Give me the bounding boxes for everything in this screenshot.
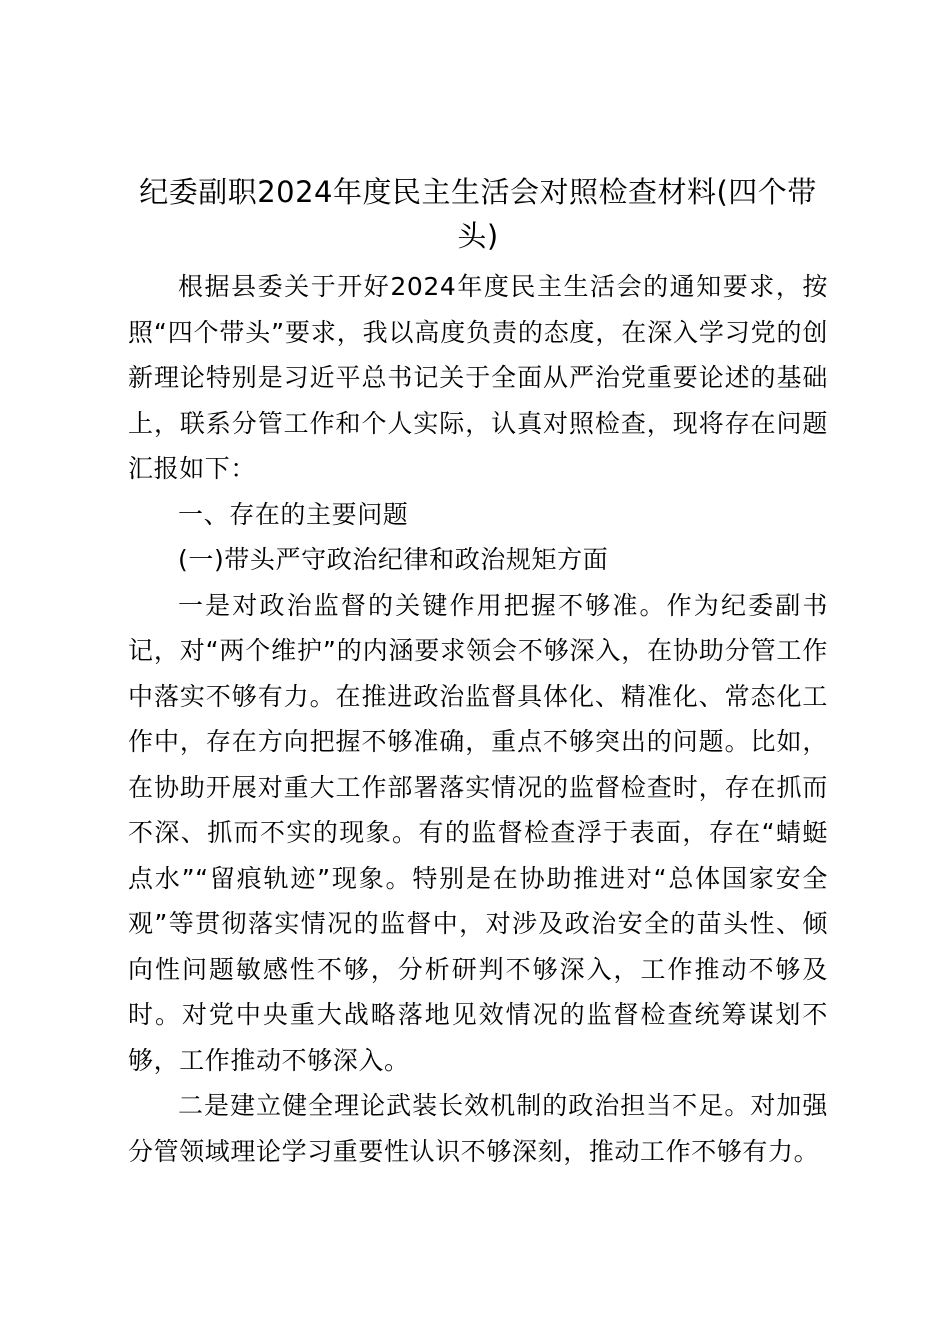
body-paragraph-2: 二是建立健全理论武装长效机制的政治担当不足。对加强分管领域理论学习重要性认识不够深刻，推动工作不够有力。 bbox=[128, 1091, 828, 1166]
body-paragraph-1: 一是对政治监督的关键作用把握不够准。作为纪委副书记，对“两个维护”的内涵要求领会不够深入，在协助分管工作中落实不够有力。在推进政治监督具体化、精准化、常态化工作中，存在方向把握不够准确，重点不够突出的问题。比如，在协助开展对重大工作部署落实情况的监督检查时，存在抓而不深、抓而不实的现象。有的监督检查浮于表面，存在“蜻蜓点水”“留痕轨迹”现象。特别是在协助推进对“总体国家安全观”等贯彻落实情况的监督中，对涉及政治安全的苗头性、倾向性问题敏感性不够，分析研判不够深入，工作推动不够及时。对党中央重大战略落地见效情况的监督检查统筹谋划不够，工作推动不够深入。 bbox=[128, 590, 828, 1075]
subsection-heading: (一)带头严守政治纪律和政治规矩方面 bbox=[178, 545, 609, 574]
intro-paragraph: 根据县委关于开好2024年度民主生活会的通知要求，按照“四个带头”要求，我以高度负责的态度，在深入学习党的创新理论特别是习近平总书记关于全面从严治党重要论述的基础上，联系分管工作和个人实际，认真对照检查，现将存在问题汇报如下： bbox=[128, 272, 828, 483]
document-title: 纪委副职2024年度民主生活会对照检查材料(四个带头) bbox=[139, 175, 817, 253]
section-heading: 一、存在的主要问题 bbox=[178, 499, 409, 529]
document-page bbox=[128, 170, 828, 1174]
